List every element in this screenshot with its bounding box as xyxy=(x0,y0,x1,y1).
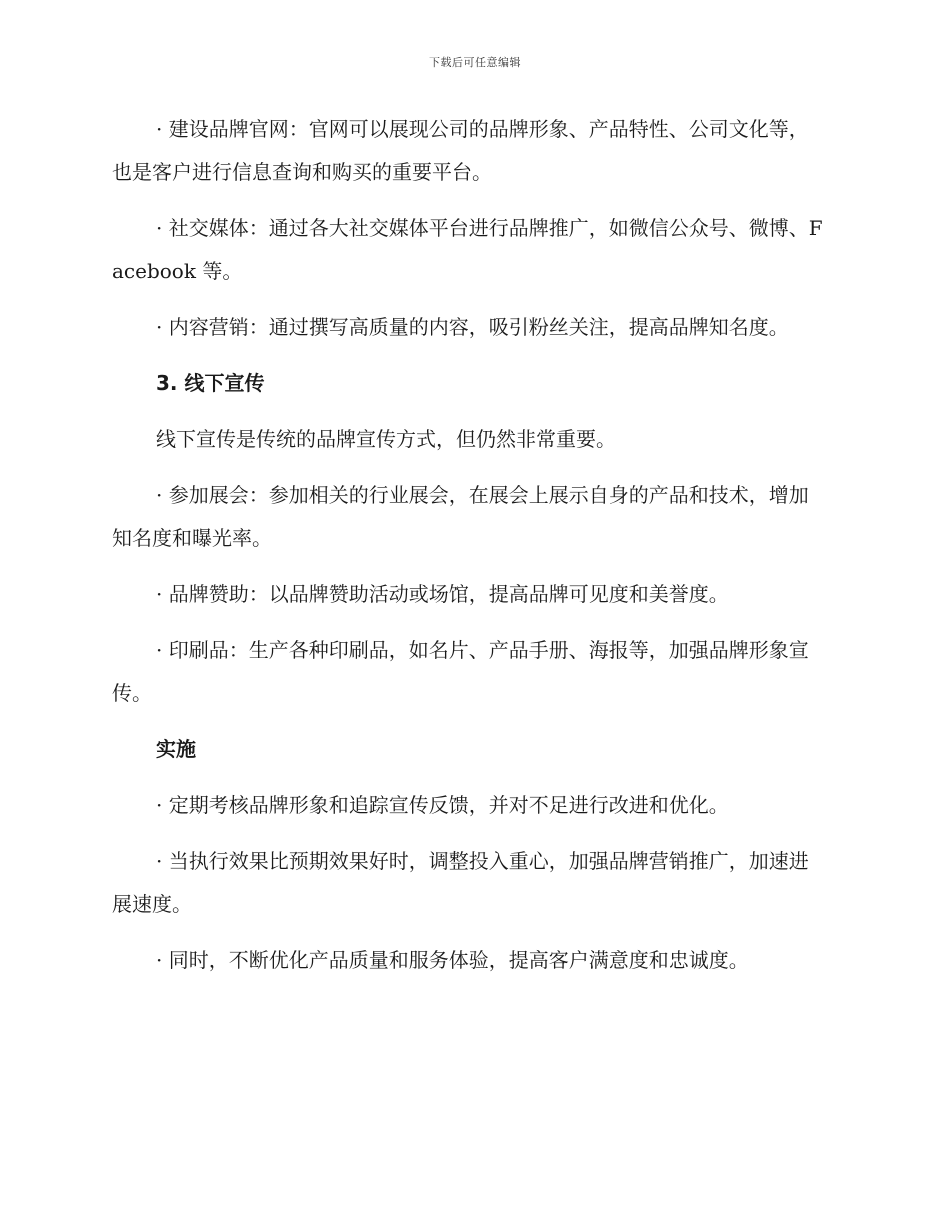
document-body xyxy=(112,108,824,995)
paragraph-print-materials: · 印刷品：生产各种印刷品，如名片、产品手册、海报等，加强品牌形象宣传。 xyxy=(112,638,809,705)
paragraph-exhibition: · 参加展会：参加相关的行业展会，在展会上展示自身的产品和技术，增加知名度和曝光率。 xyxy=(112,483,809,550)
paragraph-social-media: · 社交媒体：通过各大社交媒体平台进行品牌推广，如微信公众号、微博、Facebook 等。 xyxy=(112,216,823,283)
section-heading-offline: 3. 线下宣传 xyxy=(156,371,265,395)
paragraph-optimize-quality: · 同时，不断优化产品质量和服务体验，提高客户满意度和忠诚度。 xyxy=(156,948,749,972)
paragraph-content-marketing: · 内容营销：通过撰写高质量的内容，吸引粉丝关注，提高品牌知名度。 xyxy=(156,315,789,339)
paragraph-adjust-investment: · 当执行效果比预期效果好时，调整投入重心，加强品牌营销推广，加速进展速度。 xyxy=(112,849,809,916)
paragraph-official-website: · 建设品牌官网：官网可以展现公司的品牌形象、产品特性、公司文化等，也是客户进行信息查询和购买的重要平台。 xyxy=(112,117,809,184)
page-header: 下载后可任意编辑 xyxy=(429,56,521,69)
section-heading-implementation: 实施 xyxy=(156,737,196,761)
paragraph-periodic-review: · 定期考核品牌形象和追踪宣传反馈，并对不足进行改进和优化。 xyxy=(156,793,729,817)
paragraph-sponsorship: · 品牌赞助：以品牌赞助活动或场馆，提高品牌可见度和美誉度。 xyxy=(156,582,729,606)
paragraph-offline-intro: 线下宣传是传统的品牌宣传方式，但仍然非常重要。 xyxy=(156,427,616,451)
